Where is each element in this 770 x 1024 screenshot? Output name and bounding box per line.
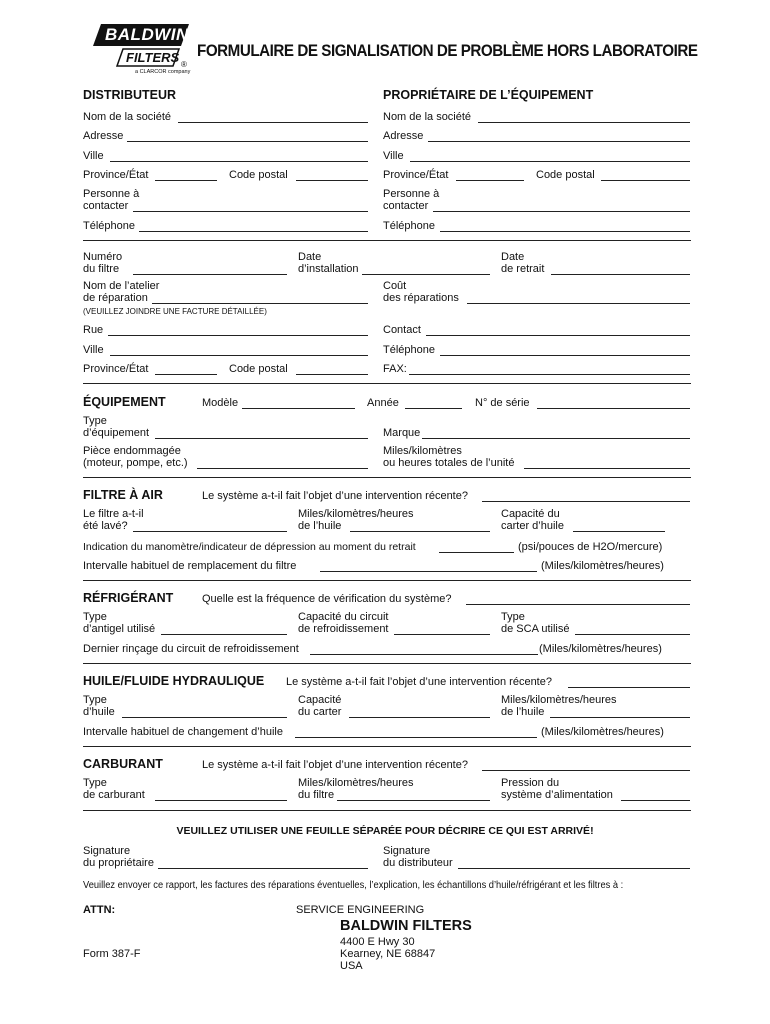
install-date-label-1: Date [298,251,322,263]
distributor-signature-label-1: Signature [383,845,431,857]
hydraulic-question: Le système a-t-il fait l’objet d’une intervention récente? [286,676,552,688]
year-field[interactable] [405,397,462,409]
equipment-type-field[interactable] [155,427,368,439]
shop-province-field[interactable] [155,363,217,375]
coolant-question-field[interactable] [466,593,690,605]
equipment-type-label-1: Type [83,415,107,427]
shop-label-1: Nom de l’atelier [83,280,160,292]
owner-address-field[interactable] [428,130,690,142]
service-engineering: SERVICE ENGINEERING [296,904,425,916]
owner-postal-field[interactable] [601,169,690,181]
unit-miles-label-1: Miles/kilomètres [383,445,462,457]
owner-company-label: Nom de la société [383,111,472,123]
owner-signature-label-2: du propriétaire [83,857,154,869]
distributor-city-field[interactable] [110,150,368,162]
owner-contact-label-2: contacter [383,200,429,212]
damaged-part-label-2: (moteur, pompe, etc.) [83,457,188,469]
shop-field[interactable] [152,292,368,304]
distributor-signature-field[interactable] [458,857,690,869]
owner-signature-field[interactable] [158,857,368,869]
hyd-capacity-label-1: Capacité [298,694,342,706]
antifreeze-label-2: d’antigel utilisé [83,623,156,635]
shop-label-2: de réparation [83,292,148,304]
address-line-3: USA [340,960,363,972]
shop-postal-field[interactable] [296,363,368,375]
antifreeze-label-1: Type [83,611,107,623]
address-line-1: 4400 E Hwy 30 [340,936,415,948]
fuel-question: Le système a-t-il fait l’objet d’une intervention récente? [202,759,468,771]
fuel-heading: CARBURANT [83,757,163,771]
repair-cost-label-1: Coût [383,280,407,292]
owner-phone-field[interactable] [440,220,690,232]
fax-label: FAX: [383,363,407,375]
distributor-phone-field[interactable] [139,220,368,232]
air-interval-label: Intervalle habituel de remplacement du filtre [83,560,297,572]
hydraulic-question-field[interactable] [568,676,690,688]
distributor-contact-label-1: Personne à [83,188,140,200]
year-label: Année [367,397,399,409]
logo-brand-bottom: FILTERS [126,50,180,65]
fuel-pressure-label-2: système d’alimentation [501,789,613,801]
oil-type-label-2: d’huile [83,706,115,718]
owner-city-field[interactable] [410,150,690,162]
distributor-province-field[interactable] [155,169,217,181]
equipment-type-label-2: d’équipement [83,427,150,439]
fuel-type-field[interactable] [155,789,287,801]
hyd-miles-label-2: de l’huile [501,706,545,718]
distributor-phone-label: Téléphone [83,220,135,232]
baldwin-logo [93,22,193,78]
circuit-capacity-label-2: de refroidissement [298,623,389,635]
coolant-question: Quelle est la fréquence de vérification du système? [202,593,452,605]
street-label: Rue [83,324,104,336]
logo-brand-top: BALDWIN [105,25,189,44]
coolant-heading: RÉFRIGÉRANT [83,591,174,605]
circuit-capacity-label-1: Capacité du circuit [298,611,389,623]
unit-miles-label-2: ou heures totales de l’unité [383,457,515,469]
air-filter-question-field[interactable] [482,490,690,502]
repair-cost-label-2: des réparations [383,292,459,304]
divider [83,580,691,581]
distributor-contact-label-2: contacter [83,200,129,212]
flush-field[interactable] [310,643,538,655]
flush-unit: (Miles/kilomètres/heures) [539,643,662,655]
owner-signature-label-1: Signature [83,845,131,857]
brand-label: Marque [383,427,421,439]
flush-label: Dernier rinçage du circuit de refroidissement [83,643,299,655]
distributor-heading: DISTRIBUTEUR [83,88,177,102]
owner-heading: PROPRIÉTAIRE DE L’ÉQUIPEMENT [383,88,594,102]
divider [83,240,691,241]
model-field[interactable] [242,397,355,409]
company-name: BALDWIN FILTERS [340,918,472,934]
form-number: Form 387-F [83,948,141,960]
air-filter-heading: FILTRE À AIR [83,488,163,502]
shop-province-label: Province/État [83,363,149,375]
unit-miles-field[interactable] [524,457,690,469]
removal-date-label-1: Date [501,251,525,263]
filter-number-label-1: Numéro [83,251,123,263]
divider [83,663,691,664]
oil-capacity-field[interactable] [573,520,665,532]
distributor-contact-field[interactable] [133,200,368,212]
serial-label: N° de série [475,397,530,409]
logo-registered: ® [181,60,187,69]
air-interval-unit: (Miles/kilomètres/heures) [541,560,664,572]
model-label: Modèle [202,397,239,409]
brand-field[interactable] [422,427,690,439]
removal-date-field[interactable] [551,263,690,275]
air-interval-field[interactable] [320,560,537,572]
damaged-part-label-1: Pièce endommagée [83,445,181,457]
hyd-interval-field[interactable] [295,726,537,738]
distributor-postal-field[interactable] [296,169,368,181]
install-date-field[interactable] [362,263,490,275]
shop-city-label: Ville [83,344,104,356]
owner-company-field[interactable] [478,111,690,123]
hyd-interval-unit: (Miles/kilomètres/heures) [541,726,664,738]
oil-type-label-1: Type [83,694,107,706]
fuel-pressure-field[interactable] [621,789,690,801]
distributor-address-label: Adresse [83,130,124,142]
washed-label-2: été lavé? [83,520,128,532]
owner-phone-label: Téléphone [383,220,435,232]
washed-label-1: Le filtre a-t-il [83,508,144,520]
serial-field[interactable] [537,397,690,409]
fuel-miles-label-2: du filtre [298,789,335,801]
logo-parent: a CLARCOR company [135,69,191,75]
sca-label-2: de SCA utilisé [501,623,570,635]
contact-field[interactable] [426,324,690,336]
distributor-company-field[interactable] [178,111,368,123]
repair-cost-field[interactable] [467,292,690,304]
street-field[interactable] [108,324,368,336]
fuel-type-label-2: de carburant [83,789,145,801]
owner-contact-label-1: Personne à [383,188,440,200]
divider [83,477,691,478]
contact-label: Contact [383,324,421,336]
distributor-province-label: Province/État [83,169,149,181]
owner-city-label: Ville [383,150,404,162]
oil-miles-field[interactable] [350,520,490,532]
distributor-postal-label: Code postal [229,169,288,181]
oil-miles-label-1: Miles/kilomètres/heures [298,508,414,520]
filter-number-field[interactable] [133,263,287,275]
sca-label-1: Type [501,611,525,623]
fuel-question-field[interactable] [482,759,690,771]
antifreeze-field[interactable] [161,623,287,635]
hyd-capacity-label-2: du carter [298,706,342,718]
oil-type-field[interactable] [122,706,287,718]
gauge-field[interactable] [439,541,514,553]
separate-sheet-note: VEUILLEZ UTILISER UNE FEUILLE SÉPARÉE POUR DÉCRIRE CE QUI EST ARRIVÉ! [176,825,594,837]
oil-miles-label-2: de l’huile [298,520,342,532]
attn-label: ATTN: [83,904,116,916]
shop-postal-label: Code postal [229,363,288,375]
distributor-signature-label-2: du distributeur [383,857,453,869]
hydraulic-heading: HUILE/FLUIDE HYDRAULIQUE [83,674,265,688]
fax-field[interactable] [409,363,690,375]
distributor-city-label: Ville [83,150,104,162]
address-line-2: Kearney, NE 68847 [340,948,436,960]
oil-capacity-label-1: Capacité du [501,508,560,520]
divider [83,746,691,747]
hyd-capacity-field[interactable] [349,706,490,718]
hyd-interval-label: Intervalle habituel de changement d’huile [83,726,283,738]
oil-capacity-label-2: carter d’huile [501,520,564,532]
damaged-part-field[interactable] [197,457,368,469]
send-note: Veuillez envoyer ce rapport, les factures des réparations éventuelles, l’explication, les échantillons d’huile/réfrigérant et les filtres à : [83,880,624,891]
owner-postal-label: Code postal [536,169,595,181]
distributor-company-label: Nom de la société [83,111,172,123]
distributor-address-field[interactable] [127,130,368,142]
hyd-miles-label-1: Miles/kilomètres/heures [501,694,617,706]
fuel-miles-label-1: Miles/kilomètres/heures [298,777,414,789]
divider [83,810,691,811]
air-filter-question: Le système a-t-il fait l’objet d’une intervention récente? [202,490,468,502]
owner-province-field[interactable] [456,169,524,181]
install-date-label-2: d’installation [298,263,359,275]
fuel-miles-field[interactable] [337,789,490,801]
shop-phone-label: Téléphone [383,344,435,356]
gauge-label: Indication du manomètre/indicateur de dépression au moment du retrait [83,541,416,553]
washed-field[interactable] [133,520,287,532]
filter-number-label-2: du filtre [83,263,120,275]
hyd-miles-field[interactable] [550,706,690,718]
removal-date-label-2: de retrait [501,263,545,275]
owner-contact-field[interactable] [433,200,690,212]
fuel-pressure-label-1: Pression du [501,777,560,789]
equipment-heading: ÉQUIPEMENT [83,395,166,409]
invoice-note: (VEUILLEZ JOINDRE UNE FACTURE DÉTAILLÉE) [83,307,267,316]
circuit-capacity-field[interactable] [394,623,490,635]
shop-city-field[interactable] [110,344,368,356]
divider [83,383,691,384]
sca-field[interactable] [575,623,690,635]
owner-address-label: Adresse [383,130,424,142]
fuel-type-label-1: Type [83,777,107,789]
shop-phone-field[interactable] [440,344,690,356]
gauge-unit: (psi/pouces de H2O/mercure) [518,541,663,553]
owner-province-label: Province/État [383,169,449,181]
page-title: FORMULAIRE DE SIGNALISATION DE PROBLÈME HORS LABORATOIRE [197,42,698,60]
